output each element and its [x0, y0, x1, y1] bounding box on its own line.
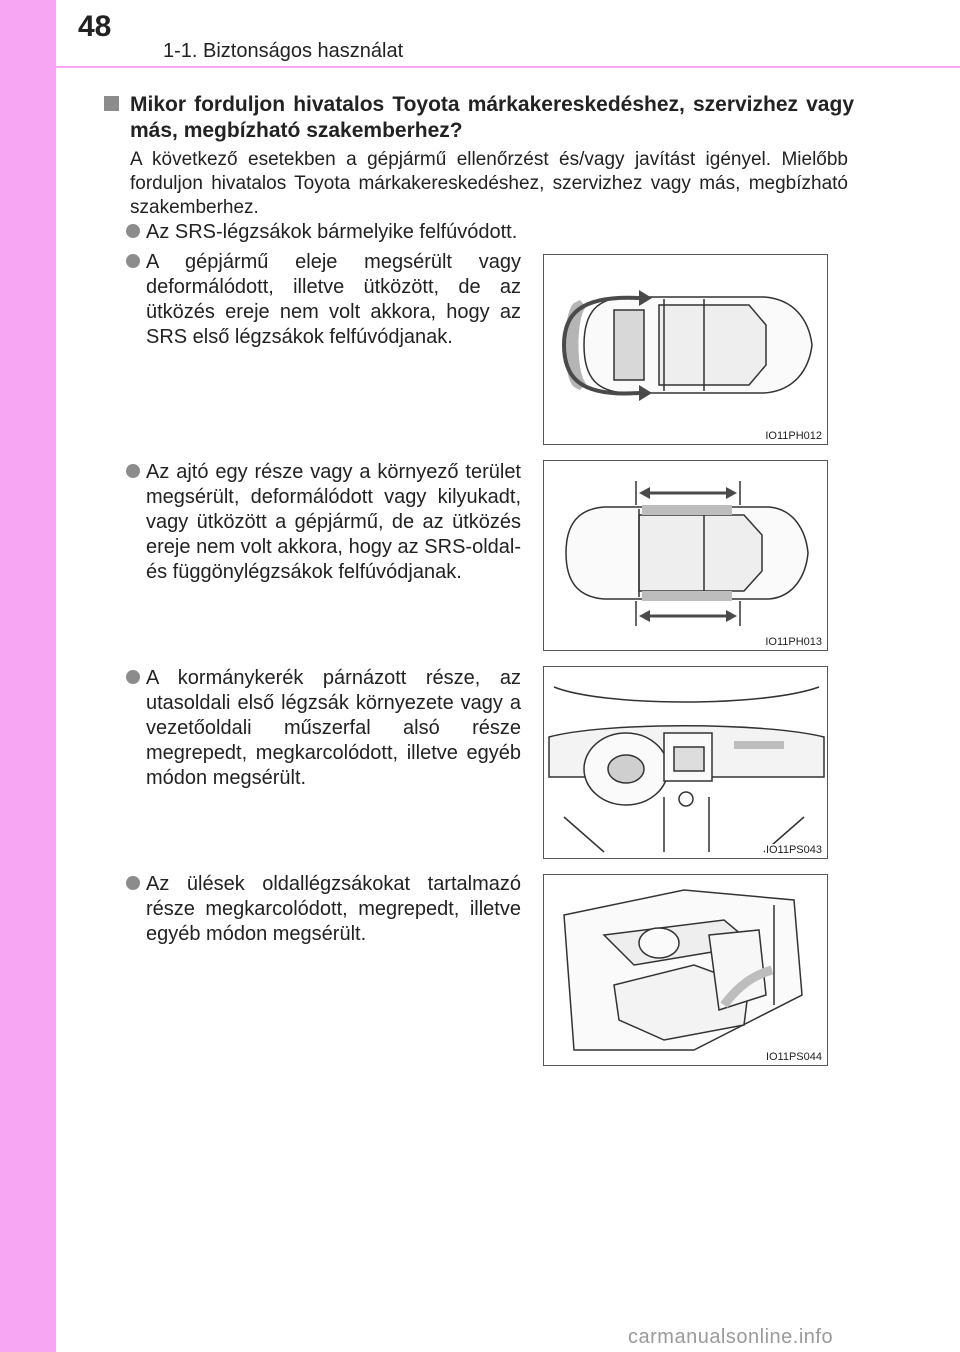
- figure-side-damage: [543, 460, 828, 651]
- figure-code: IO11PH012: [765, 430, 822, 442]
- list-item: [126, 220, 546, 245]
- bullet-icon: [126, 670, 140, 684]
- section-heading: [104, 92, 854, 144]
- list-item: [126, 460, 521, 585]
- figure-code: IO11PS043: [765, 844, 822, 856]
- list-item-text: A kormánykerék párnázott része, az utasoldali első légzsák környezete vagy a vezetőoldali műszerfal alsó része megrepedt, megkarcolódott, illetve egyéb módon megsérült.: [146, 667, 521, 789]
- bullet-icon: [126, 224, 140, 238]
- list-item-text: Az ajtó egy része vagy a környező terület megsérült, deformálódott vagy kilyukadt, vagy ütközött a gépjármű, de az ütközés ereje nem volt akkora, hogy az SRS-oldal- és függönylégzsákok felfúvódjanak.: [146, 461, 521, 583]
- figure-code: IO11PH013: [765, 636, 822, 648]
- heading-text: Mikor forduljon hivatalos Toyota márkakereskedéshez, szervizhez vagy más, megbízható szakemberhez?: [130, 93, 854, 142]
- page-number: 48: [78, 10, 112, 43]
- list-item-text: A gépjármű eleje megsérült vagy deformálódott, illetve ütközött, de az ütközés ereje nem volt akkora, hogy az SRS első légzsákok felfúvódjanak.: [146, 251, 521, 348]
- intro-paragraph: A következő esetekben a gépjármű ellenőrzést és/vagy javítást igényel. Mielőbb forduljon hivatalos Toyota márkakereskedéshez, szervizhez vagy más, megbízható szakemberhez.: [130, 149, 848, 218]
- page-sidebar-tab: [0, 0, 56, 1352]
- figure-code: IO11PS044: [765, 1051, 822, 1063]
- figure-dashboard-damage: [543, 666, 828, 859]
- car-top-view-front-illustration: [544, 255, 827, 444]
- list-item: [126, 872, 521, 947]
- section-title: 1-1. Biztonságos használat: [163, 40, 404, 62]
- figure-seat-damage: [543, 874, 828, 1066]
- list-item: [126, 250, 521, 350]
- list-item-text: Az SRS-légzsákok bármelyike felfúvódott.: [146, 221, 518, 243]
- interior-seat-illustration: [544, 875, 827, 1065]
- bullet-icon: [126, 876, 140, 890]
- list-item: [126, 666, 521, 791]
- bullet-icon: [126, 254, 140, 268]
- dashboard-illustration: [544, 667, 827, 858]
- list-item-text: Az ülések oldallégzsákokat tartalmazó része megkarcolódott, megrepedt, illetve egyéb módon megsérült.: [146, 873, 521, 945]
- square-bullet-icon: [104, 96, 119, 111]
- bullet-icon: [126, 464, 140, 478]
- header-rule: [56, 66, 960, 68]
- watermark: carmanualsonline.info: [628, 1326, 834, 1348]
- figure-front-damage: [543, 254, 828, 445]
- car-top-view-side-illustration: [544, 461, 827, 650]
